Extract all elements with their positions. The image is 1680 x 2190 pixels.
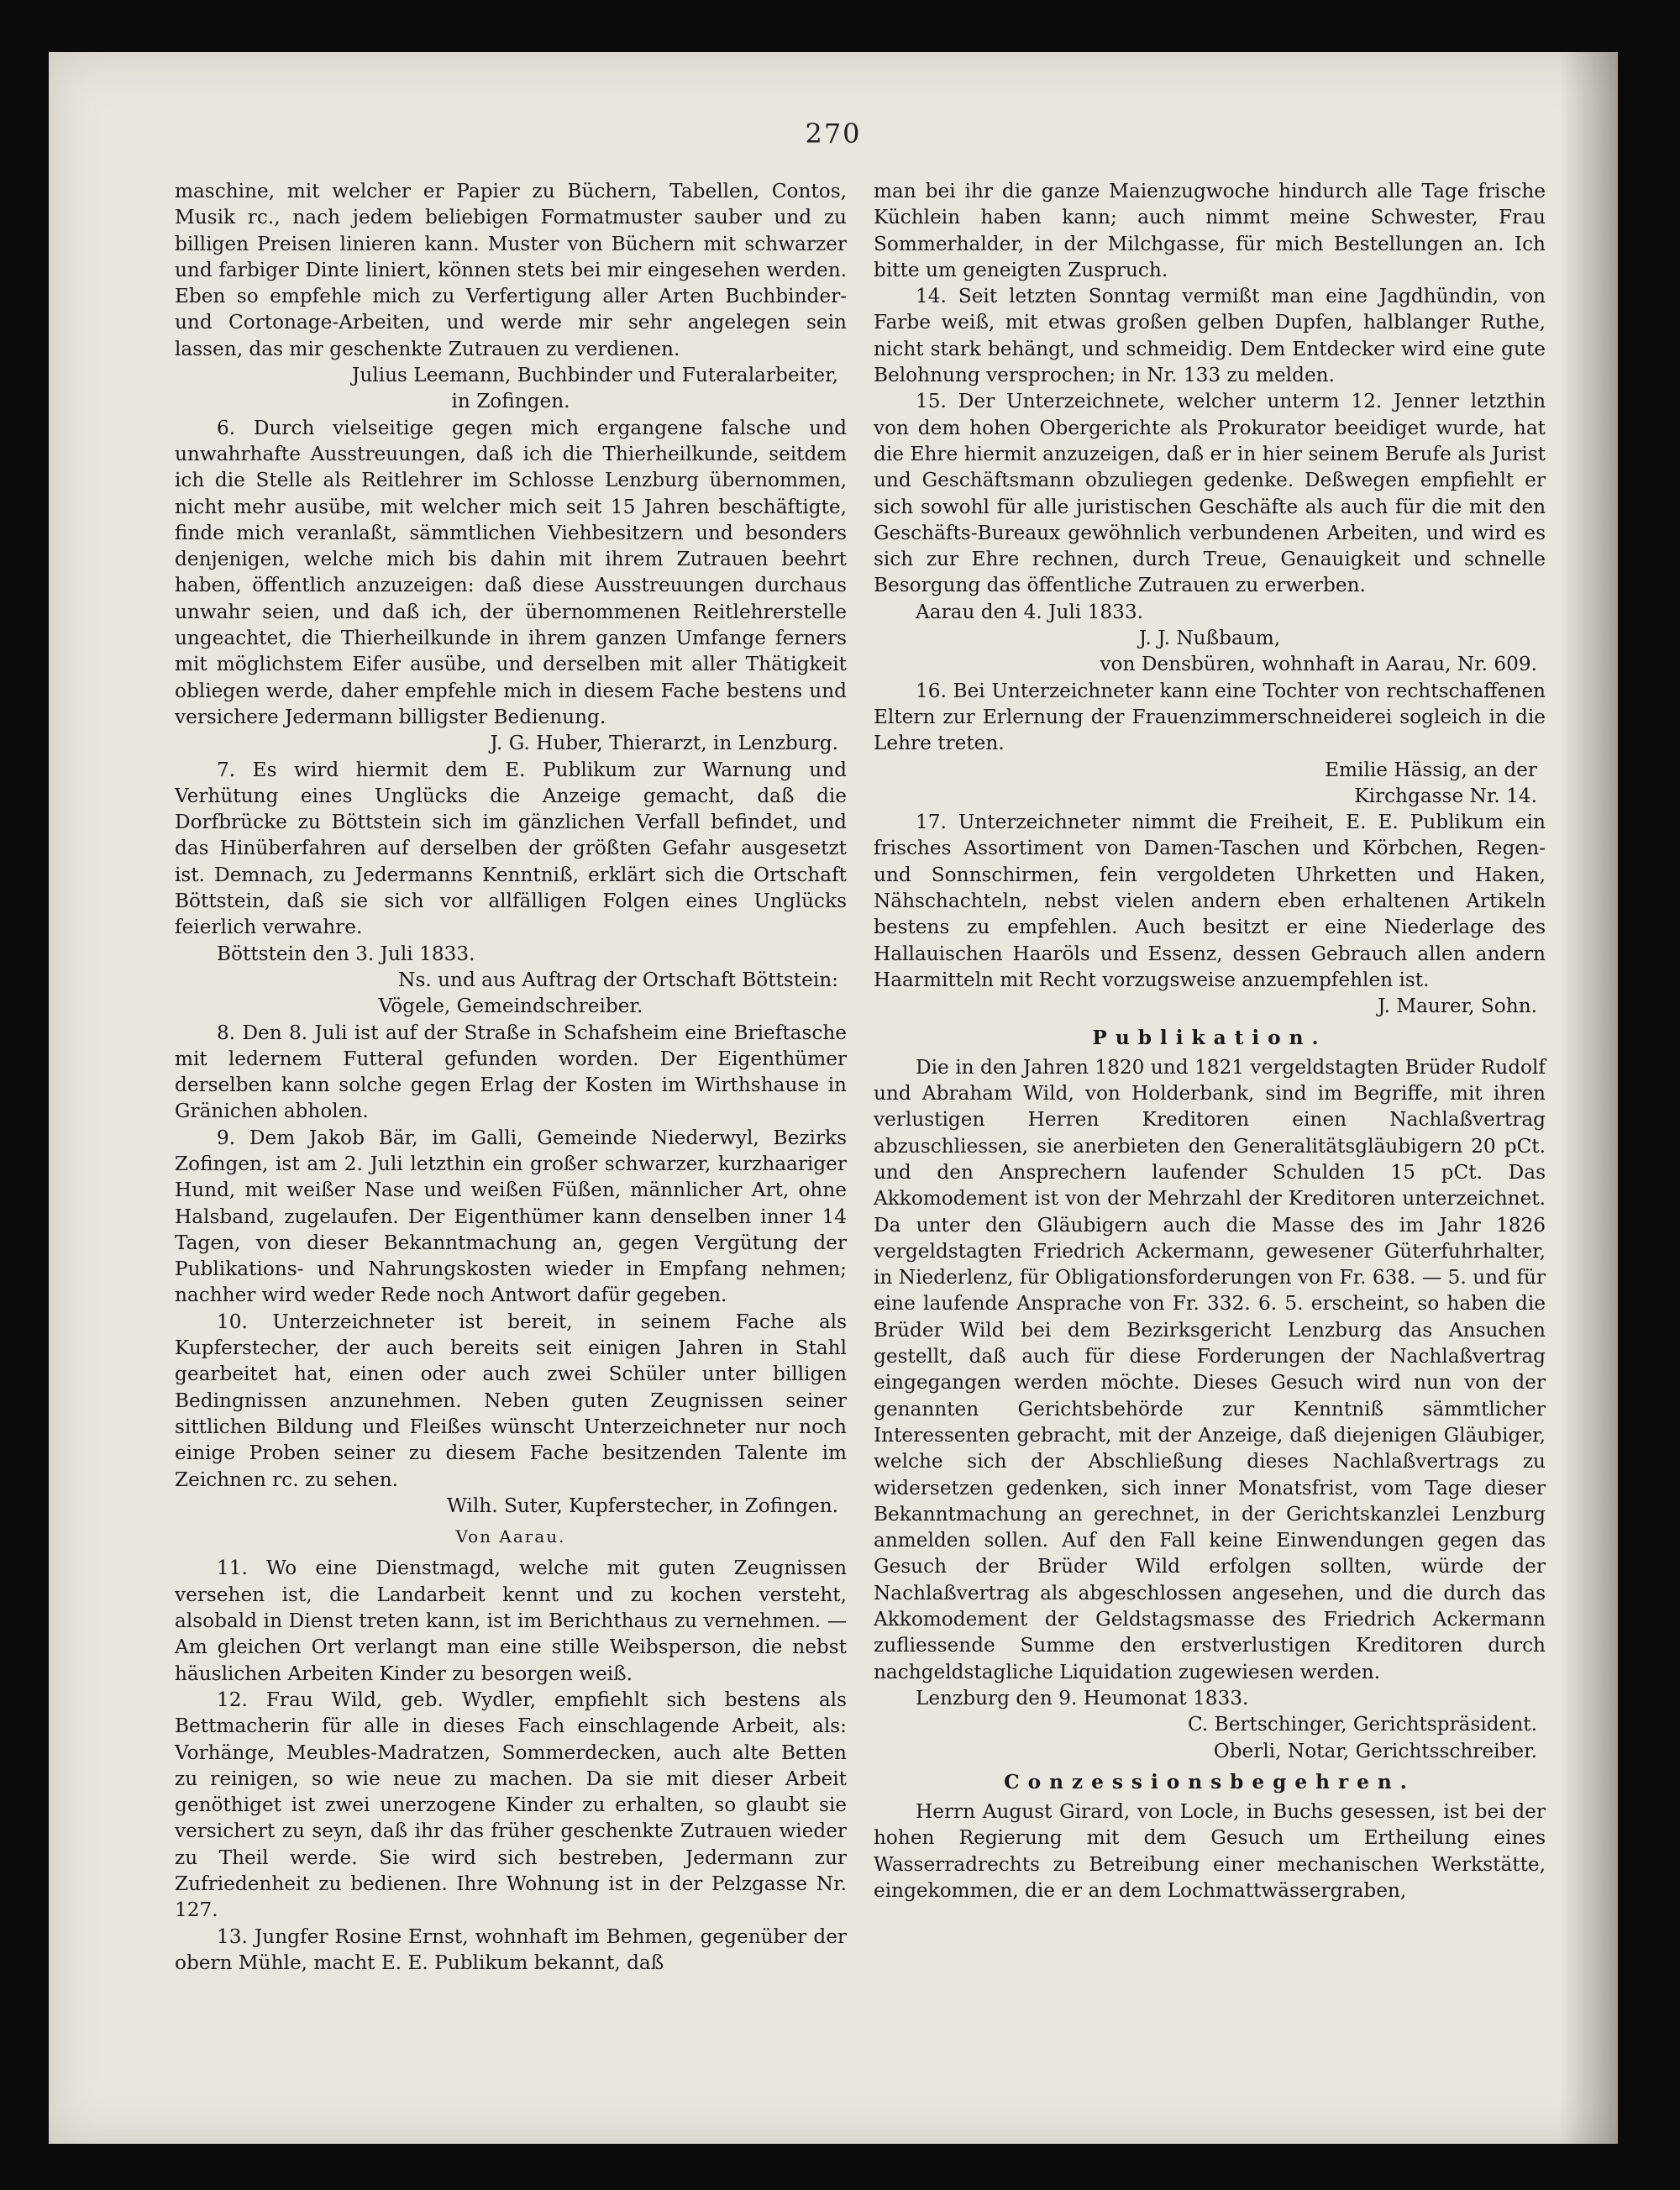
section-heading: Publikation. [1092, 1026, 1327, 1049]
signature-line: Julius Leemann, Buchbinder und Futeralarbeiter, [352, 364, 838, 387]
signature-line: Ns. und aus Auftrag der Ortschaft Böttstein: [398, 968, 838, 991]
paragraph: 15. Der Unterzeichnete, welcher unterm 12. Jenner letzthin von dem hohen Obergerichte als Prokurator beeidiget wurde, hat die Ehre hiermit anzuzeigen, daß er in hier seinem Berufe als Jurist und Geschäftsmann obzuliegen gedenke. Deßwegen empfiehlt er sich sowohl für alle juristischen Geschäfte als auch für die mit den Geschäfts-Bureaux gewöhnlich verbundenen Arbeiten, und wird es sich zur Ehre rechnen, durch Treue, Genauigkeit und schnelle Besorgung das öffentliche Zutrauen zu erwerben. [874, 390, 1546, 597]
signature-line: J. J. Nußbaum, [1138, 627, 1281, 650]
paragraph: 10. Unterzeichneter ist bereit, in seinem Fache als Kupferstecher, der auch bereits seit einigen Jahren in Stahl gearbeitet hat, einen oder auch zwei Schüler unter billigen Bedingnissen anzunehmen. Neben guten Zeugnissen seiner sittlichen Bildung und Fleißes wünscht Unterzeichneter nur noch einige Proben seiner zu diesem Fache besitzenden Talente im Zeichnen rc. zu sehen. [175, 1310, 847, 1491]
paragraph: 13. Jungfer Rosine Ernst, wohnhaft im Behmen, gegenüber der obern Mühle, macht E. E. Publikum bekannt, daß [175, 1925, 847, 1974]
paragraph: man bei ihr die ganze Maienzugwoche hindurch alle Tage frische Küchlein haben kann; auch nimmt meine Schwester, Frau Sommerhalder, in der Milchgasse, für mich Bestellungen an. Ich bitte um geneigten Zuspruch. [874, 180, 1546, 281]
left-column [175, 178, 847, 1976]
paragraph: 12. Frau Wild, geb. Wydler, empfiehlt sich bestens als Bettmacherin für alle in dieses Fach einschlagende Arbeit, als: Vorhänge, Meubles-Madratzen, Sommerdecken, auch alte Betten zu reinigen, so wie neue zu machen. Da sie mit dieser Arbeit genöthiget ist zwei unerzogene Kinder zu erhalten, so glaubt sie versichert zu seyn, daß ihr das früher geschenkte Zutrauen wieder zu Theil werde. Sie wird sich bestreben, Jedermann zur Zufriedenheit zu bedienen. Ihre Wohnung ist in der Pelzgasse Nr. 127. [175, 1688, 847, 1922]
signature-line: Oberli, Notar, Gerichtsschreiber. [1213, 1739, 1537, 1762]
signature-line: Emilie Hässig, an der [1325, 758, 1537, 781]
signature-line: in Zofingen. [451, 390, 570, 413]
newspaper-page [49, 52, 1618, 2144]
paragraph: 7. Es wird hiermit dem E. Publikum zur Warnung und Verhütung eines Unglücks die Anzeige gemacht, daß die Dorfbrücke zu Böttstein sich im gänzlichen Verfall befindet, und das Hinüberfahren auf derselben der größten Gefahr ausgesetzt ist. Demnach, zu Jedermanns Kenntniß, erklärt sich die Ortschaft Böttstein, daß sie sich vor allfälligen Folgen eines Unglücks feierlich verwahre. [175, 758, 847, 939]
paragraph: maschine, mit welcher er Papier zu Büchern, Tabellen, Contos, Musik rc., nach jedem beliebigen Formatmuster sauber und zu billigen Preisen linieren kann. Muster von Büchern mit schwarzer und farbiger Dinte liniert, können stets bei mir eingesehen werden. Eben so empfehle mich zu Verfertigung aller Arten Buchbinder- und Cortonage-Arbeiten, und werde mir sehr angelegen sein lassen, das mir geschenkte Zutrauen zu verdienen. [175, 180, 847, 360]
paragraph: Aarau den 4. Juli 1833. [916, 600, 1143, 623]
paragraph: 17. Unterzeichneter nimmt die Freiheit, E. E. Publikum ein frisches Assortiment von Damen-Taschen und Körbchen, Regen- und Sonnschirmen, fein vergoldeten Uhrketten und Haken, Nähschachteln, nebst vielen andern eben erhaltenen Artikeln bestens zu empfehlen. Auch besitzt er eine Niederlage des Hallauischen Haaröls und Essenz, dessen Gebrauch allen andern Haarmitteln mit Recht vorzugsweise anzuempfehlen ist. [874, 811, 1546, 991]
paragraph: 14. Seit letzten Sonntag vermißt man eine Jagdhündin, von Farbe weiß, mit etwas großen gelben Dupfen, halblanger Ruthe, nicht stark behängt, und schmeidig. Dem Entdecker wird eine gute Belohnung versprochen; in Nr. 133 zu melden. [874, 285, 1546, 387]
paragraph: 6. Durch vielseitige gegen mich ergangene falsche und unwahrhafte Ausstreuungen, daß ich die Thierheilkunde, seitdem ich die Stelle als Reitlehrer im Schlosse Lenzburg übernommen, nicht mehr ausübe, mit welcher mich seit 15 Jahren beschäftigte, finde mich veranlaßt, sämmtlichen Viehbesitzern und besonders denjenigen, welche mich bis dahin mit ihrem Zutrauen beehrt haben, öffentlich anzuzeigen: daß diese Ausstreuungen durchaus unwahr seien, und daß ich, der übernommenen Reitlehrerstelle ungeachtet, die Thierheilkunde in ihrem ganzen Umfange ferners mit möglichstem Eifer ausübe, und derselben mit aller Thätigkeit obliegen werde, daher empfehle mich in diesem Fache bestens und versichere Jedermann billigster Bedienung. [175, 416, 847, 728]
page-number: 270 [805, 118, 862, 150]
signature-line: C. Bertschinger, Gerichtspräsident. [1188, 1713, 1537, 1736]
signature-line: von Densbüren, wohnhaft in Aarau, Nr. 609. [1100, 653, 1537, 676]
paragraph: 9. Dem Jakob Bär, im Galli, Gemeinde Niederwyl, Bezirks Zofingen, ist am 2. Juli letzthin ein großer schwarzer, kurzhaariger Hund, mit weißer Nase und weißen Füßen, männlicher Art, ohne Halsband, zugelaufen. Der Eigenthümer kann denselben inner 14 Tagen, von dieser Bekanntmachung an, gegen Vergütung der Publikations- und Nahrungskosten wieder in Empfang nehmen; nachher wird weder Rede noch Antwort dafür gegeben. [175, 1126, 847, 1307]
section-heading: Conzessionsbegehren. [1004, 1770, 1415, 1793]
subheading: Von Aarau. [455, 1526, 566, 1547]
signature-line: Vögele, Gemeindschreiber. [378, 995, 643, 1018]
signature-line: J. Maurer, Sohn. [1378, 995, 1537, 1018]
signature-line: J. G. Huber, Thierarzt, in Lenzburg. [490, 732, 838, 755]
paragraph: Böttstein den 3. Juli 1833. [217, 942, 475, 965]
paragraph: 11. Wo eine Dienstmagd, welche mit guten Zeugnissen versehen ist, die Landarbeit kennt und zu kochen versteht, alsobald in Dienst treten kann, ist im Berichthaus zu vernehmen. — Am gleichen Ort verlangt man eine stille Weibsperson, die nebst häuslichen Arbeiten Kinder zu besorgen weiß. [175, 1557, 847, 1685]
paragraph: Die in den Jahren 1820 und 1821 vergeldstagten Brüder Rudolf und Abraham Wild, von Holderbank, sind im Begriffe, mit ihren verlustigen Herren Kreditoren einen Nachlaßvertrag abzuschliessen, sie anerbieten den Generalitätsgläubigern 20 pCt. und den Ansprechern laufender Schulden 15 pCt. Das Akkomodement ist von der Mehrzahl der Kreditoren unterzeichnet. Da unter den Gläubigern auch die Masse des im Jahr 1826 vergeldstagten Friedrich Ackermann, gewesener Güterfuhrhalter, in Niederlenz, für Obligationsforderungen von Fr. 638. — 5. und für eine laufende Ansprache von Fr. 332. 6. 5. erscheint, so haben die Brüder Wild bei dem Bezirksgericht Lenzburg das Ansuchen gestellt, daß auch für diese Forderungen der Nachlaßvertrag eingegangen werden möchte. Dieses Gesuch wird nun von der genannten Gerichtsbehörde zur Kenntniß sämmtlicher Interessenten gebracht, mit der Anzeige, daß diejenigen Gläubiger, welche sich der Abschließung dieses Nachlaßvertrags zu widersetzen gedenken, sich inner Monatsfrist, vom Tage dieser Bekanntmachung an gerechnet, in der Gerichtskanzlei Lenzburg anmelden sollen. Auf den Fall keine Einwendungen gegen das Gesuch der Brüder Wild erfolgen sollten, würde der Nachlaßvertrag als abgeschlossen angesehen, und die durch das Akkomodement der Geldstagsmasse des Friedrich Ackermann zufliessende Summe den erstverlustigen Kreditoren durch nachgeldstagliche Liquidation zugewiesen werden. [874, 1055, 1546, 1683]
paragraph: 16. Bei Unterzeichneter kann eine Tochter von rechtschaffenen Eltern zur Erlernung der Frauenzimmerschneiderei sogleich in die Lehre treten. [874, 679, 1546, 755]
paragraph: Lenzburg den 9. Heumonat 1833. [916, 1686, 1249, 1709]
signature-line: Kirchgasse Nr. 14. [1354, 784, 1537, 807]
paragraph: Herrn August Girard, von Locle, in Buchs gesessen, ist bei der hohen Regierung mit dem Gesuch um Ertheilung eines Wasserradrechts zu Betreibung einer mechanischen Werkstätte, eingekommen, die er an dem Lochmattwässergraben, [874, 1800, 1546, 1902]
signature-line: Wilh. Suter, Kupferstecher, in Zofingen. [447, 1494, 838, 1517]
paragraph: 8. Den 8. Juli ist auf der Straße in Schafsheim eine Brieftasche mit ledernem Futteral gefunden worden. Der Eigenthümer derselben kann solche gegen Erlag der Kosten im Wirthshause in Gränichen abholen. [175, 1021, 847, 1123]
right-column [874, 178, 1546, 1904]
